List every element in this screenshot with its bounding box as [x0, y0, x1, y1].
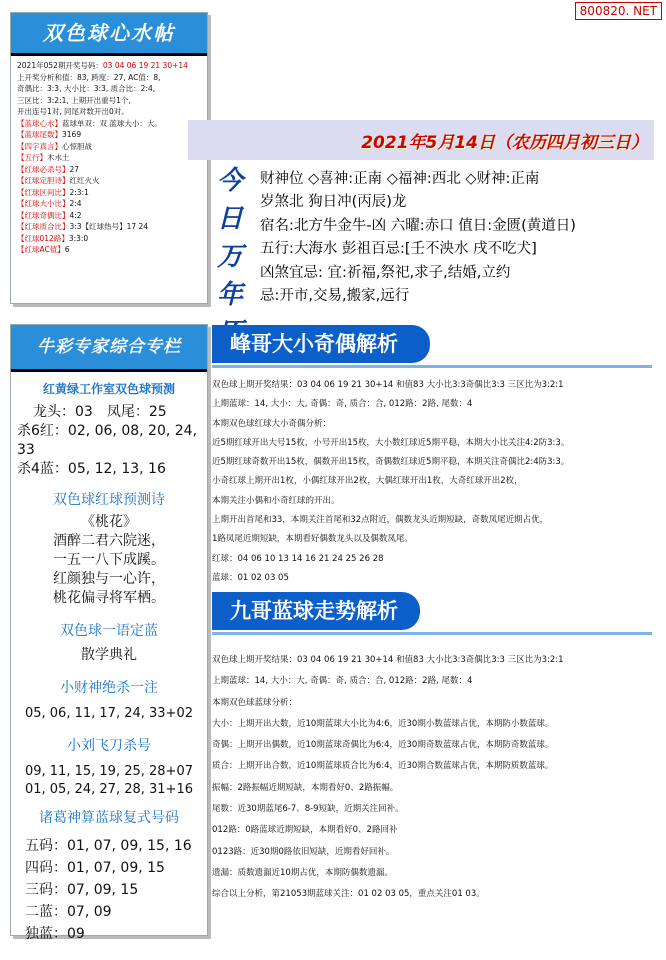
analysis-line: 大小：上期开出大数，近10期蓝球大小比为4:6，近30期小数蓝球占优，本期防小数蓝球。: [212, 718, 554, 729]
draw-stats: [11, 56, 207, 256]
section-divider: [212, 365, 652, 368]
stats-line: 奇偶比：3:3, 大小比：3:3, 质合比：2:4,: [17, 84, 156, 93]
analysis-line: 振幅：2路振幅近期短缺，本期看好0、2路振幅。: [212, 782, 399, 793]
analysis-line: 红球：04 06 10 13 14 16 21 24 25 26 28: [212, 553, 384, 564]
analysis-line: 012路：0路蓝球近期短缺，本期看好0、2路回补: [212, 825, 398, 836]
analysis-line: 尾数：近30期蓝尾6-7、8-9短缺，近期关注回补。: [212, 804, 404, 815]
section-divider: [212, 632, 652, 635]
stats-line: 上开奖分析和值：83, 跨度：27, AC值：8,: [17, 72, 161, 82]
analysis-line: 1路凤尾近期短缺，本期看好偶数龙头以及偶数凤尾。: [212, 534, 413, 545]
pick-item: 【蓝球心水】蓝球单双：双 蓝球大小：大。: [17, 118, 162, 128]
pick-item: 【红球质合比】3:3【红球热号】17 24: [17, 222, 149, 231]
zhuge-line: 三码：07, 09, 15: [25, 882, 139, 898]
one-word-heading: 双色球一语定蓝: [60, 623, 158, 639]
pick-item: 【红球大小比】2:4: [17, 199, 82, 208]
analysis-line: 近5期红球开出大号15枚，小号开出15枚，大小数红球近5期平稳，本期大小比关注4:2防3:3。: [212, 437, 570, 448]
poem-line: 酒醉二君六院迷，: [53, 533, 165, 549]
almanac-line: 宿名:北方牛金牛-凶 六曜:赤口 值日:金匮(黄道日): [260, 217, 576, 234]
kill-6-red: 杀6红：02, 06, 08, 20, 24, 33: [17, 423, 198, 458]
one-word-value: 散学典礼: [81, 647, 137, 663]
pick-item: 【四字真言】心惊胆战: [17, 141, 92, 151]
analysis-line: 上期开出首尾和33，本期关注首尾和32点附近，偶数龙头近期短缺，奇数凤尾近期占优，: [212, 515, 549, 526]
zhuge-list: [11, 835, 207, 945]
watermark-badge: 800820. NET: [575, 2, 662, 20]
expert-column-title: 牛彩专家综合专栏: [11, 325, 207, 372]
caishen-numbers: 05, 06, 11, 17, 24, 33+02: [24, 706, 193, 721]
analysis-line: 奇偶：上期开出偶数，近10期蓝球奇偶比为6:4，近30期奇数蓝球占优，本期防奇数蓝球。: [212, 740, 554, 751]
almanac-line: 忌:开市,交易,搬家,远行: [260, 288, 410, 305]
pick-item: 【红球定胆诗】红红火火: [17, 176, 100, 185]
caishen-heading: 小财神绝杀一注: [60, 680, 158, 696]
pick-item: 【蓝球尾数】3169: [17, 130, 82, 139]
analysis-line: 本期双色球蓝球分析：: [212, 697, 298, 708]
zhuge-line: 五码：01, 07, 09, 15, 16: [25, 838, 192, 854]
liu-numbers: 09, 11, 15, 19, 25, 28+07: [24, 764, 193, 779]
analysis-line: 质合：上期开出合数，近10期蓝球质合比为6:4，近30期合数蓝球占优，本期防质数蓝球。: [212, 761, 554, 772]
kill-4-blue: 杀4蓝：05, 12, 13, 16: [17, 461, 166, 477]
zhuge-line: 二蓝：07, 09: [25, 904, 112, 920]
size-parity-analysis: [212, 376, 660, 588]
almanac-line: 五行:大海水 彭祖百忌:[壬不泱水 戌不吃犬]: [260, 241, 537, 258]
pick-item: 【红球区间比】2:3:1: [17, 187, 89, 197]
pick-item: 【红球012路】3:3:0: [17, 233, 89, 243]
section-header-blue-ball: 九哥蓝球走势解析: [212, 592, 420, 630]
poem-line: 一五一八下成蹊。: [53, 552, 165, 568]
pick-item: 【五行】木水土: [17, 153, 70, 162]
zhuge-line: 四码：01, 07, 09, 15: [25, 860, 165, 876]
zhuge-line: 独蓝：09: [25, 926, 85, 942]
stats-line: 三区比：3:2:1, 上期开出重号1个,: [17, 95, 131, 105]
date-title: 2021年5月14日（农历四月初三日）: [361, 133, 648, 153]
expert-column-panel: [10, 324, 208, 942]
hot-picks-panel: [10, 12, 208, 304]
analysis-line: 双色球上期开奖结果：03 04 06 19 21 30+14 和值83 大小比3:3奇偶比3:3 三区比为3:2:1: [212, 380, 564, 390]
stats-line: 2021年052期开奖号码：03 04 06 19 21 30+14: [17, 61, 188, 70]
poem-line: 红颜独与一心许，: [53, 571, 165, 587]
analysis-line: 小奇红球上期开出1枚，小偶红球开出2枚，大偶红球开出1枚，大奇红球开出2枚，: [212, 476, 523, 487]
analysis-line: 上期蓝球：14, 大小：大, 奇偶：奇, 质合：合, 012路：2路, 尾数：4: [212, 399, 473, 410]
analysis-line: 0123路：近30期0路依旧短缺，近期看好回补。: [212, 846, 395, 857]
poem-heading: 双色球红球预测诗: [53, 492, 165, 508]
poem-name: 《桃花》: [81, 514, 137, 530]
almanac-lines: [260, 168, 576, 308]
almanac-line: 凶煞宜忌: 宜:祈福,祭祀,求子,结婚,立约: [260, 264, 511, 281]
analysis-line: 综合以上分析，第21053期蓝球关注：01 02 03 05，重点关注01 03。: [212, 889, 485, 900]
dragon-head-tail: 龙头：03 凤尾：25: [33, 404, 167, 420]
pick-item: 【红球奇偶比】4:2: [17, 210, 82, 220]
analysis-line: 遗漏：质数遗漏近10期占优，本期防偶数遗漏。: [212, 867, 393, 878]
almanac-vertical-title: 今 日 万 年: [216, 166, 243, 310]
analysis-line: 本期关注小偶和小奇红球的开出。: [212, 495, 340, 506]
hot-picks-title: 双色球心水帖: [11, 13, 207, 56]
analysis-line: 双色球上期开奖结果：03 04 06 19 21 30+14 和值83 大小比3:3奇偶比3:3 三区比为3:2:1: [212, 655, 564, 665]
pick-item: 【红球必杀号】27: [17, 164, 80, 174]
analysis-line: 蓝球：01 02 03 05: [212, 572, 289, 583]
analysis-line: 本期双色球红球大小奇偶分析：: [212, 418, 332, 429]
section-header-size-parity: 峰哥大小奇偶解析: [212, 325, 430, 363]
poem-line: 桃花偏寻将军栖。: [53, 590, 165, 606]
pick-item: 【红球AC值】6: [17, 245, 70, 254]
zhuge-heading: 诸葛神算蓝球复式号码: [39, 810, 179, 826]
almanac-line: 财神位 ◇喜神:正南 ◇福神:西北 ◇财神:正南: [260, 171, 540, 187]
analysis-line: 上期蓝球：14, 大小：大, 奇偶：奇, 质合：合, 012路：2路, 尾数：4: [212, 676, 473, 687]
liu-numbers: 01, 05, 24, 27, 28, 31+16: [24, 782, 193, 797]
studio-heading: 红黄绿工作室双色球预测: [42, 382, 175, 396]
blue-ball-analysis: [212, 650, 660, 906]
analysis-line: 近5期红球奇数开出15枚，偶数开出15枚，奇偶数红球近5期平稳，本期关注奇偶比2:4防3:3。: [212, 457, 570, 468]
stats-line: 开出连号1对, 同尾对数开出0对。: [17, 107, 129, 116]
liu-heading: 小刘飞刀杀号: [67, 738, 151, 754]
almanac-line: 岁煞北 狗日冲(丙辰)龙: [260, 194, 407, 211]
